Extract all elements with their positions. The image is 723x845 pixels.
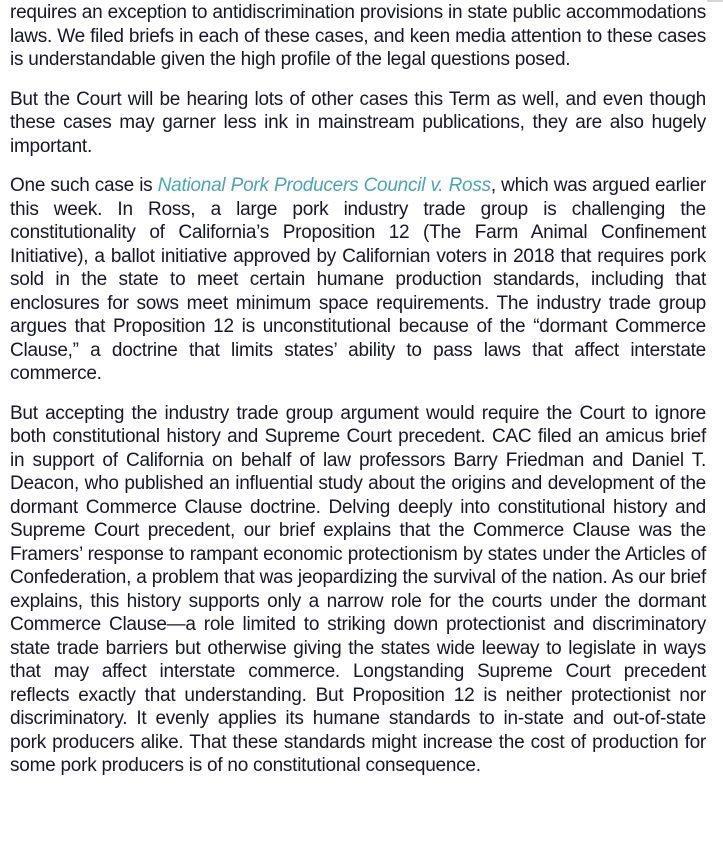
paragraph-text-after-link: , which was argued earlier this week. In Ross, a large pork industry trade group is challenging the constitutionality of California’s Proposition 12 (The Farm Animal Confinement Initiative), a ballot initiative approved by Californian voters in 2018 that requires pork sold in the state to meet certain humane production standards, including that enclosures for sows meet minimum space requirements. The industry trade group argues that Proposition 12 is unconstitutional because of the “dormant Commerce Clause,” a doctrine that limits states’ ability to pass laws that affect interstate commerce. <box>10 175 707 384</box>
paragraph-other-cases-this-term: But the Court will be hearing lots of other cases this Term as well, and even though these cases may garner less ink in mainstream publications, they are also hugely important. <box>10 88 706 157</box>
paragraph-pork-producers-case <box>10 174 706 386</box>
paragraph-cac-amicus-brief: But accepting the industry trade group argument would require the Court to ignore both constitutional history and Supreme Court precedent. CAC filed an amicus brief in support of California on behalf of law professors Barry Friedman and Daniel T. Deacon, who published an influential study about the origins and development of the dormant Commerce Clause doctrine. Delving deeply into constitutional history and Supreme Court precedent, our brief explains that the Commerce Clause was the Framers’ response to rampant economic protectionism by states under the Articles of Confederation, a problem that was jeopardizing the survival of the nation. As our brief explains, this history supports only a narrow role for the courts under the dormant Commerce Clause—a role limited to striking down protectionist and discriminatory state trade barriers but otherwise giving the states wide leeway to legislate in ways that may affect interstate commerce. Longstanding Supreme Court precedent reflects exactly that understanding. But Proposition 12 is neither protectionist nor discriminatory. It evenly applies its humane standards to in-state and out-of-state pork producers alike. That these standards might increase the cost of production for some pork producers is of no constitutional consequence. <box>10 402 706 776</box>
case-link-national-pork-producers-council-v-ross[interactable]: National Pork Producers Council v. Ross <box>157 175 491 196</box>
paragraph-text-before-link: One such case is <box>10 175 158 196</box>
window-edge-fragment <box>707 0 723 2</box>
paragraph-accommodations-cases: requires an exception to antidiscrimination provisions in state public accommodations laws. We filed briefs in each of these cases, and keen media attention to these cases is understandable given the high profile of the legal questions posed. <box>10 2 706 70</box>
